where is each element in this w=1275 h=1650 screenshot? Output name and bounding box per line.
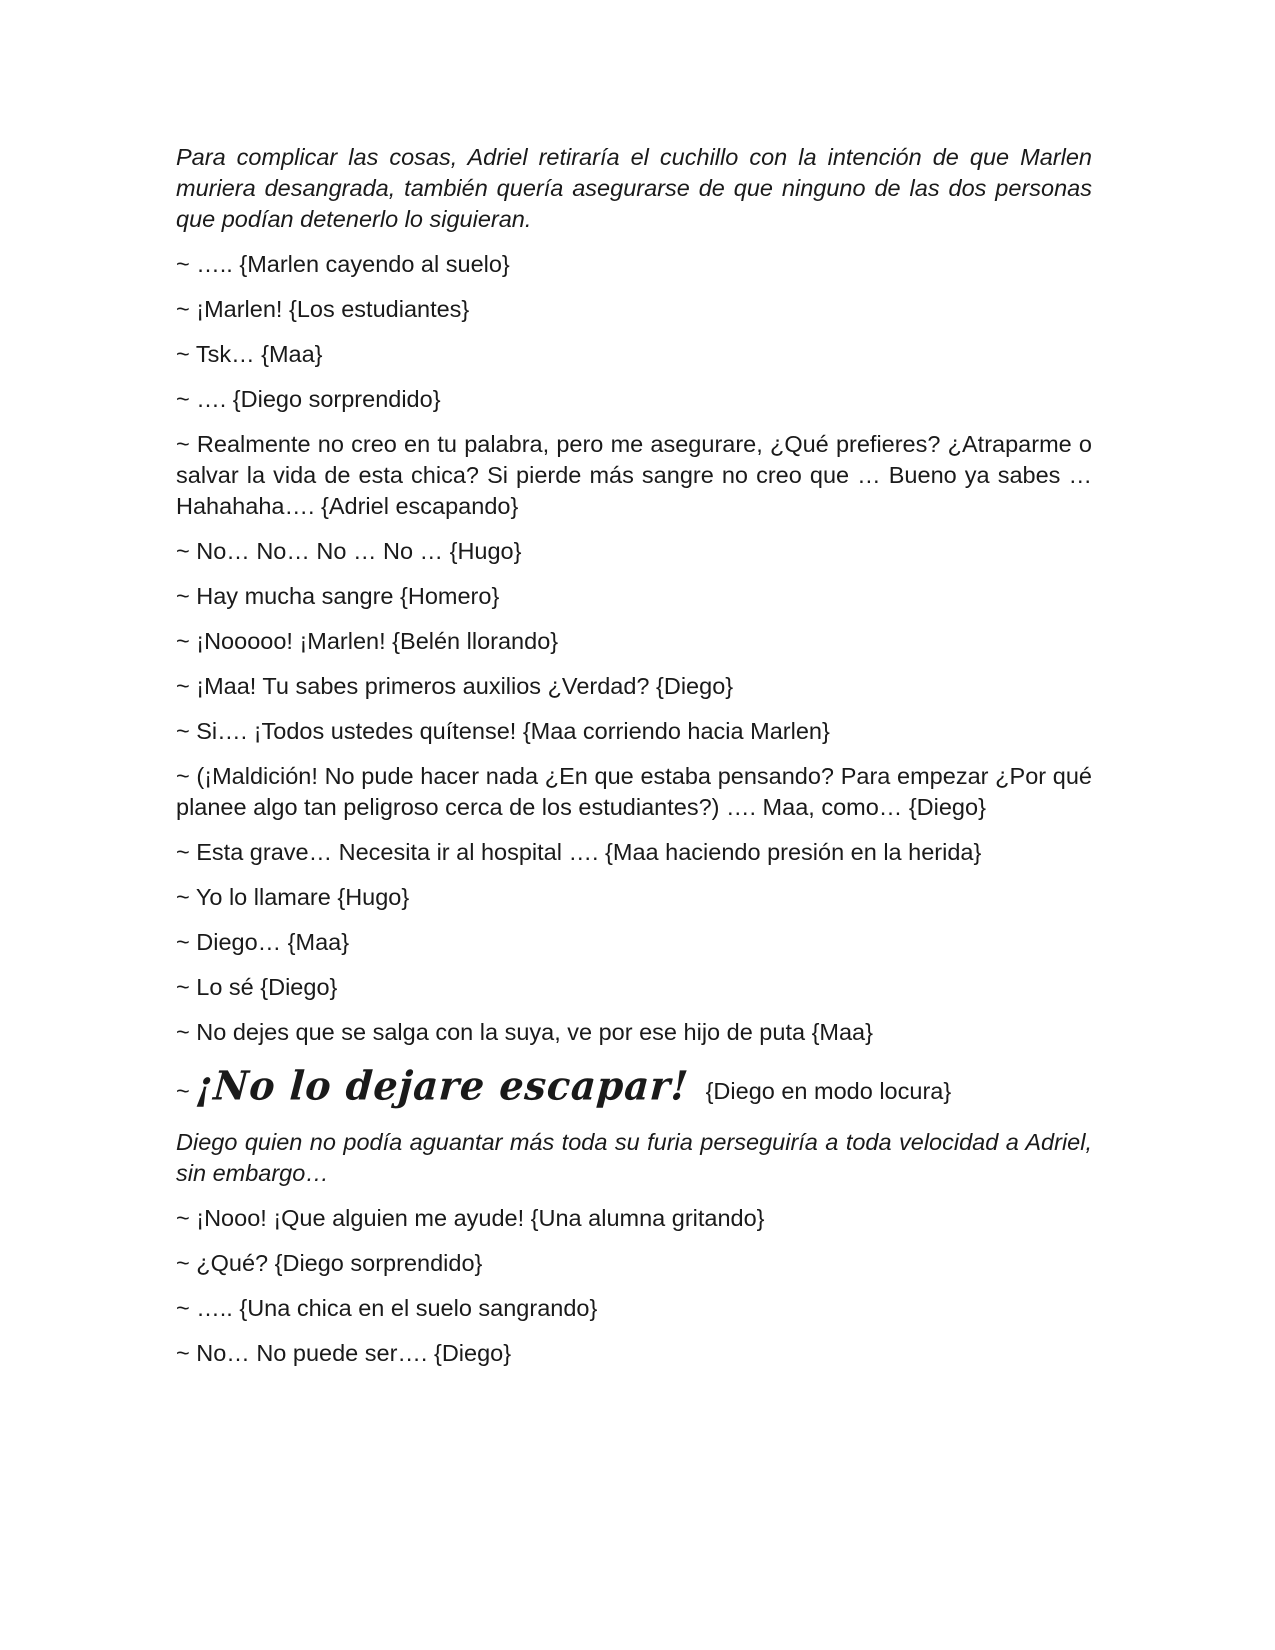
document-body <box>176 142 1092 1383</box>
dialogue-line: ~ Diego… {Maa} <box>176 929 350 955</box>
dialogue-line: ~ Yo lo llamare {Hugo} <box>176 884 410 910</box>
dialogue-line: ~ ¡Maa! Tu sabes primeros auxilios ¿Verdad? {Diego} <box>176 673 734 699</box>
narration-paragraph: Para complicar las cosas, Adriel retiraría el cuchillo con la intención de que Marlen muriera desangrada, también quería asegurarse de que ninguno de las dos personas que podían detenerlo lo siguieran. <box>176 144 1092 232</box>
dialogue-line: ~ Si…. ¡Todos ustedes quítense! {Maa corriendo hacia Marlen} <box>176 718 830 744</box>
narration-paragraph: Diego quien no podía aguantar más toda su furia perseguiría a toda velocidad a Adriel, sin embargo… <box>176 1129 1092 1186</box>
dialogue-line: ~ No… No… No … No … {Hugo} <box>176 538 522 564</box>
dialogue-line: ~ ¡Nooo! ¡Que alguien me ayude! {Una alumna gritando} <box>176 1205 765 1231</box>
dialogue-line: ~ No dejes que se salga con la suya, ve por ese hijo de puta {Maa} <box>176 1019 873 1045</box>
dialogue-line: ~ Tsk… {Maa} <box>176 341 323 367</box>
dialogue-line: ~ ¡Marlen! {Los estudiantes} <box>176 296 470 322</box>
dialogue-line: ~ ¡Nooooo! ¡Marlen! {Belén llorando} <box>176 628 559 654</box>
dialogue-line: ~ Lo sé {Diego} <box>176 974 338 1000</box>
dialogue-line: ~ ¿Qué? {Diego sorprendido} <box>176 1250 483 1276</box>
shout-prefix: ~ <box>176 1078 190 1104</box>
dialogue-line: ~ Realmente no creo en tu palabra, pero me asegurare, ¿Qué prefieres? ¿Atraparme o salvar la vida de esta chica? Si pierde más sangre no creo que … Bueno ya sabes … Hahahaha…. {Adriel escapando} <box>176 431 1092 519</box>
dialogue-line: ~ (¡Maldición! No pude hacer nada ¿En que estaba pensando? Para empezar ¿Por qué planee algo tan peligroso cerca de los estudiantes?) …. Maa, como… {Diego} <box>176 763 1092 820</box>
shout-line <box>176 1062 1092 1115</box>
shout-text: ¡No lo dejare escapar! <box>194 1061 691 1110</box>
shout-tag: {Diego en modo locura} <box>705 1078 952 1104</box>
dialogue-line: ~ ….. {Marlen cayendo al suelo} <box>176 251 510 277</box>
dialogue-line: ~ No… No puede ser…. {Diego} <box>176 1340 512 1366</box>
dialogue-line: ~ Esta grave… Necesita ir al hospital …. {Maa haciendo presión en la herida} <box>176 839 982 865</box>
dialogue-line: ~ ….. {Una chica en el suelo sangrando} <box>176 1295 598 1321</box>
dialogue-line: ~ …. {Diego sorprendido} <box>176 386 441 412</box>
dialogue-line: ~ Hay mucha sangre {Homero} <box>176 583 500 609</box>
